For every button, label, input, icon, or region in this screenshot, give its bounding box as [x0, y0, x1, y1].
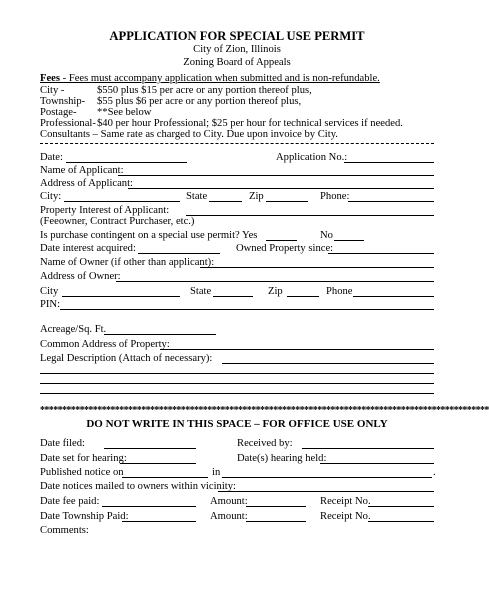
legal-description-field[interactable]: [222, 363, 434, 364]
date-set-hearing-label: Date set for hearing:: [40, 453, 127, 464]
zip-label: Zip: [249, 191, 264, 202]
fees-label: Fees: [40, 73, 60, 84]
name-owner-label: Name of Owner (if other than applicant):: [40, 257, 215, 268]
page-title: APPLICATION FOR SPECIAL USE PERMIT: [109, 29, 365, 43]
published-in-field[interactable]: [222, 477, 432, 478]
received-by-label: Received by:: [237, 438, 293, 449]
phone-label: Phone:: [320, 191, 350, 202]
purchase-yes-field[interactable]: [266, 240, 297, 241]
legal-description-line-3[interactable]: [40, 383, 434, 384]
receipt-no2-field[interactable]: [368, 521, 434, 522]
purchase-contingent-label: Is purchase contingent on a special use permit? Yes: [40, 230, 258, 241]
date-notices-field[interactable]: [218, 491, 434, 492]
common-address-label: Common Address of Property:: [40, 339, 170, 350]
receipt-no2-label: Receipt No.: [320, 511, 371, 522]
application-no-field[interactable]: [344, 162, 434, 163]
address-applicant-field[interactable]: [128, 188, 434, 189]
acreage-field[interactable]: [104, 334, 216, 335]
period: .: [433, 467, 436, 478]
date-township-paid-field[interactable]: [122, 521, 196, 522]
fee-professional-text: $40 per hour Professional; $25 per hour for technical services if needed.: [97, 118, 403, 129]
address-applicant-label: Address of Applicant:: [40, 178, 133, 189]
fee-postage-text: **See below: [97, 107, 152, 118]
office-use-title: DO NOT WRITE IN THIS SPACE – FOR OFFICE USE ONLY: [86, 418, 388, 430]
date-interest-field[interactable]: [138, 253, 220, 254]
amount2-label: Amount:: [210, 511, 248, 522]
name-applicant-label: Name of Applicant:: [40, 165, 124, 176]
city-name: City of Zion, Illinois: [193, 44, 281, 55]
fee-city-text: $550 plus $15 per acre or any portion thereof plus,: [97, 85, 312, 96]
pin-field[interactable]: [60, 309, 434, 310]
fee-township-label: Township-: [40, 96, 86, 107]
received-by-field[interactable]: [302, 448, 434, 449]
comments-label: Comments:: [40, 525, 89, 536]
no-label: No: [320, 230, 333, 241]
zip2-label: Zip: [268, 286, 283, 297]
date-fee-paid-label: Date fee paid:: [40, 496, 100, 507]
acreage-label: Acreage/Sq. Ft.: [40, 324, 107, 335]
zip2-field[interactable]: [287, 296, 319, 297]
amount-field[interactable]: [246, 506, 306, 507]
fees-heading: [40, 73, 380, 85]
date-label: Date:: [40, 152, 63, 163]
date-filed-field[interactable]: [104, 448, 196, 449]
zip-field[interactable]: [266, 201, 308, 202]
phone2-label: Phone: [326, 286, 353, 297]
dates-hearing-held-field[interactable]: [320, 463, 434, 464]
state2-field[interactable]: [213, 296, 253, 297]
property-interest-hint: (Feeowner, Contract Purchaser, etc.): [40, 216, 195, 227]
dates-hearing-held-label: Date(s) hearing held:: [237, 453, 327, 464]
date-notices-label: Date notices mailed to owners within vicinity:: [40, 481, 236, 492]
in-label: in: [212, 467, 221, 478]
city2-label: City: [40, 286, 59, 297]
legal-description-line-2[interactable]: [40, 373, 434, 374]
published-notice-label: Published notice on: [40, 467, 124, 478]
name-applicant-field[interactable]: [118, 175, 434, 176]
fee-consultants: Consultants – Same rate as charged to City. Due upon invoice by City.: [40, 129, 338, 140]
application-no-label: Application No.:: [276, 152, 348, 163]
property-interest-label: Property Interest of Applicant:: [40, 205, 170, 216]
date-interest-label: Date interest acquired:: [40, 243, 136, 254]
fee-postage-label: Postage-: [40, 107, 77, 118]
stars-divider: ******************************************************************************************************: [40, 405, 489, 416]
pin-label: PIN:: [40, 299, 61, 310]
city-label: City:: [40, 191, 62, 202]
published-notice-field[interactable]: [122, 477, 208, 478]
phone2-field[interactable]: [353, 296, 434, 297]
date-fee-paid-field[interactable]: [102, 506, 196, 507]
owned-since-label: Owned Property since:: [236, 243, 334, 254]
name-owner-field[interactable]: [200, 267, 434, 268]
fee-city-label: City -: [40, 85, 65, 96]
date-filed-label: Date filed:: [40, 438, 86, 449]
state2-label: State: [190, 286, 212, 297]
state-field[interactable]: [209, 201, 242, 202]
city-field[interactable]: [64, 201, 180, 202]
receipt-no-label: Receipt No.: [320, 496, 371, 507]
receipt-no-field[interactable]: [368, 506, 434, 507]
phone-field[interactable]: [348, 201, 434, 202]
address-owner-label: Address of Owner:: [40, 271, 121, 282]
legal-description-label: Legal Description (Attach of necessary):: [40, 353, 213, 364]
amount2-field[interactable]: [246, 521, 306, 522]
date-set-hearing-field[interactable]: [120, 463, 196, 464]
state-label: State: [186, 191, 208, 202]
fee-township-text: $55 plus $6 per acre or any portion thereof plus,: [97, 96, 302, 107]
purchase-no-field[interactable]: [334, 240, 364, 241]
owned-since-field[interactable]: [328, 253, 434, 254]
fee-professional-label: Professional-: [40, 118, 96, 129]
date-township-paid-label: Date Township Paid:: [40, 511, 129, 522]
property-interest-field[interactable]: [186, 215, 434, 216]
address-owner-field[interactable]: [116, 281, 434, 282]
dashed-divider: [40, 143, 434, 144]
fees-heading-text: - Fees must accompany application when submitted and is non-refundable.: [60, 73, 380, 84]
board-name: Zoning Board of Appeals: [183, 57, 291, 68]
date-field[interactable]: [66, 162, 187, 163]
city2-field[interactable]: [62, 296, 180, 297]
amount-label: Amount:: [210, 496, 248, 507]
legal-description-line-4[interactable]: [40, 393, 434, 394]
common-address-field[interactable]: [160, 349, 434, 350]
